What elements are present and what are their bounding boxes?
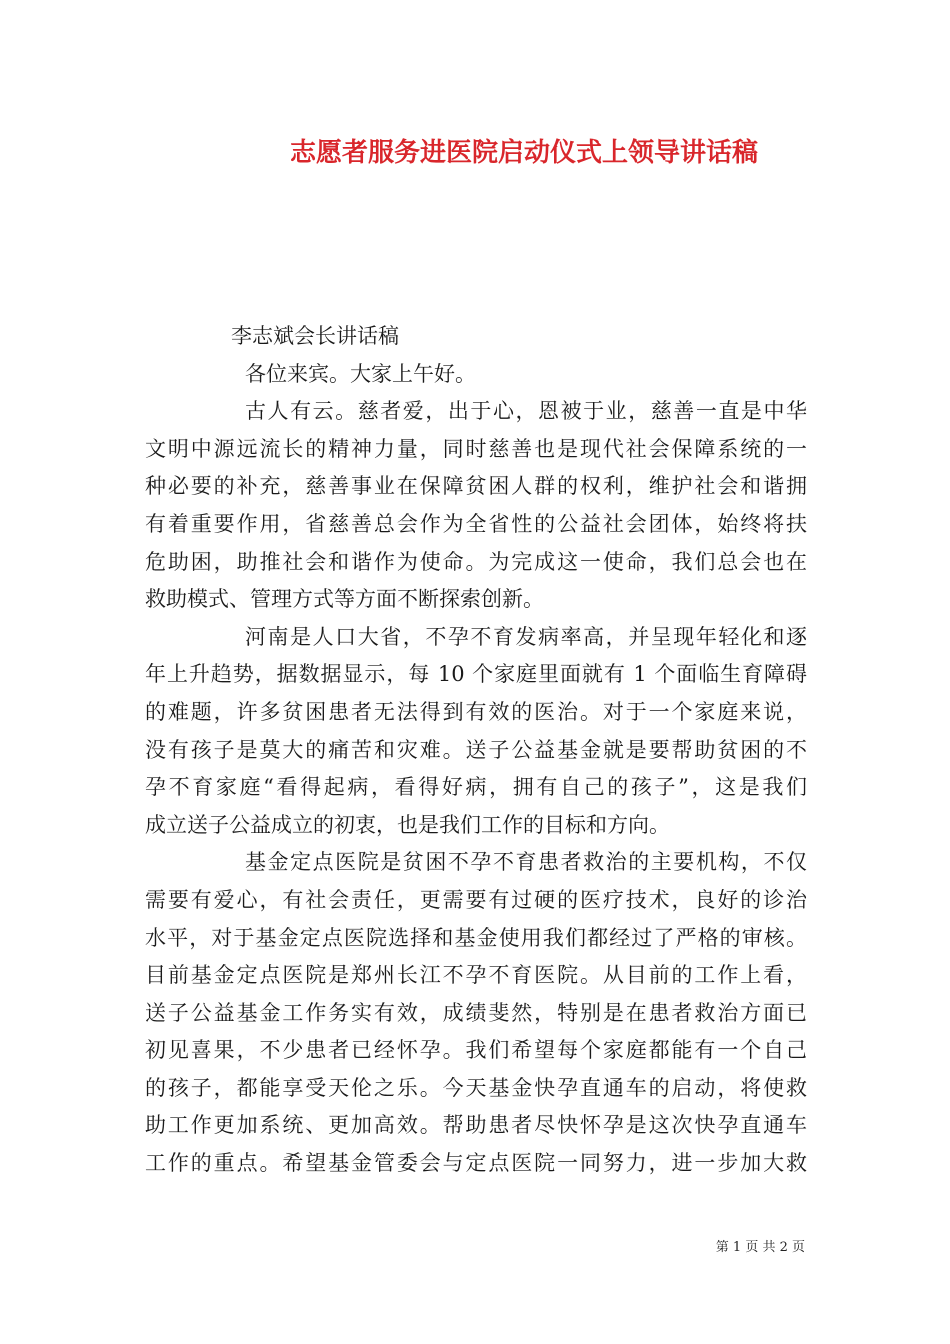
document-body (145, 318, 807, 1183)
paragraph-line: 有着重要作用，省慈善总会作为全省性的公益社会团体，始终将扶 (145, 511, 807, 536)
paragraph-line: 的孩子，都能享受天伦之乐。今天基金快孕直通车的启动，将使救 (145, 1075, 807, 1100)
paragraph-line: 送子公益基金工作务实有效，成绩斐然，特别是在患者救治方面已 (145, 1000, 807, 1025)
paragraph-line: 河南是人口大省，不孕不育发病率高，并呈现年轻化和逐 (245, 624, 807, 649)
greeting-line: 各位来宾。大家上午好。 (245, 361, 476, 386)
document-title: 志愿者服务进医院启动仪式上领导讲话稿 (289, 138, 758, 168)
paragraph-line: 工作的重点。希望基金管委会与定点医院一同努力，进一步加大救 (145, 1151, 807, 1176)
paragraph-line: 初见喜果，不少患者已经怀孕。我们希望每个家庭都能有一个自己 (145, 1038, 807, 1063)
page-number: 第 1 页 共 2 页 (715, 1240, 805, 1255)
paragraph-line: 孕不育家庭“看得起病，看得好病，拥有自己的孩子”，这是我们 (145, 775, 807, 800)
paragraph-line: 古人有云。慈者爱，出于心，恩被于业，慈善一直是中华 (245, 399, 807, 424)
paragraph-line: 目前基金定点医院是郑州长江不孕不育医院。从目前的工作上看， (145, 963, 807, 988)
paragraph-line: 的难题，许多贫困患者无法得到有效的医治。对于一个家庭来说， (145, 699, 807, 724)
paragraph-line: 救助模式、管理方式等方面不断探索创新。 (145, 587, 544, 612)
speaker-heading: 李志斌会长讲话稿 (231, 324, 399, 348)
paragraph-line: 文明中源远流长的精神力量，同时慈善也是现代社会保障系统的一 (145, 436, 807, 461)
paragraph-line: 种必要的补充，慈善事业在保障贫困人群的权利，维护社会和谐拥 (145, 474, 807, 499)
paragraph-line: 年上升趋势，据数据显示，每 10 个家庭里面就有 1 个面临生育障碍 (145, 662, 807, 687)
paragraph-line: 危助困，助推社会和谐作为使命。为完成这一使命，我们总会也在 (145, 549, 807, 574)
paragraph-line: 成立送子公益成立的初衷，也是我们工作的目标和方向。 (145, 812, 670, 837)
paragraph-line: 助工作更加系统、更加高效。帮助患者尽快怀孕是这次快孕直通车 (145, 1113, 807, 1138)
paragraph-line: 没有孩子是莫大的痛苦和灾难。送子公益基金就是要帮助贫困的不 (145, 737, 807, 762)
paragraph-line: 水平，对于基金定点医院选择和基金使用我们都经过了严格的审核。 (145, 925, 807, 950)
paragraph-line: 基金定点医院是贫困不孕不育患者救治的主要机构，不仅 (245, 850, 807, 875)
paragraph-line: 需要有爱心，有社会责任，更需要有过硬的医疗技术，良好的诊治 (145, 887, 807, 912)
